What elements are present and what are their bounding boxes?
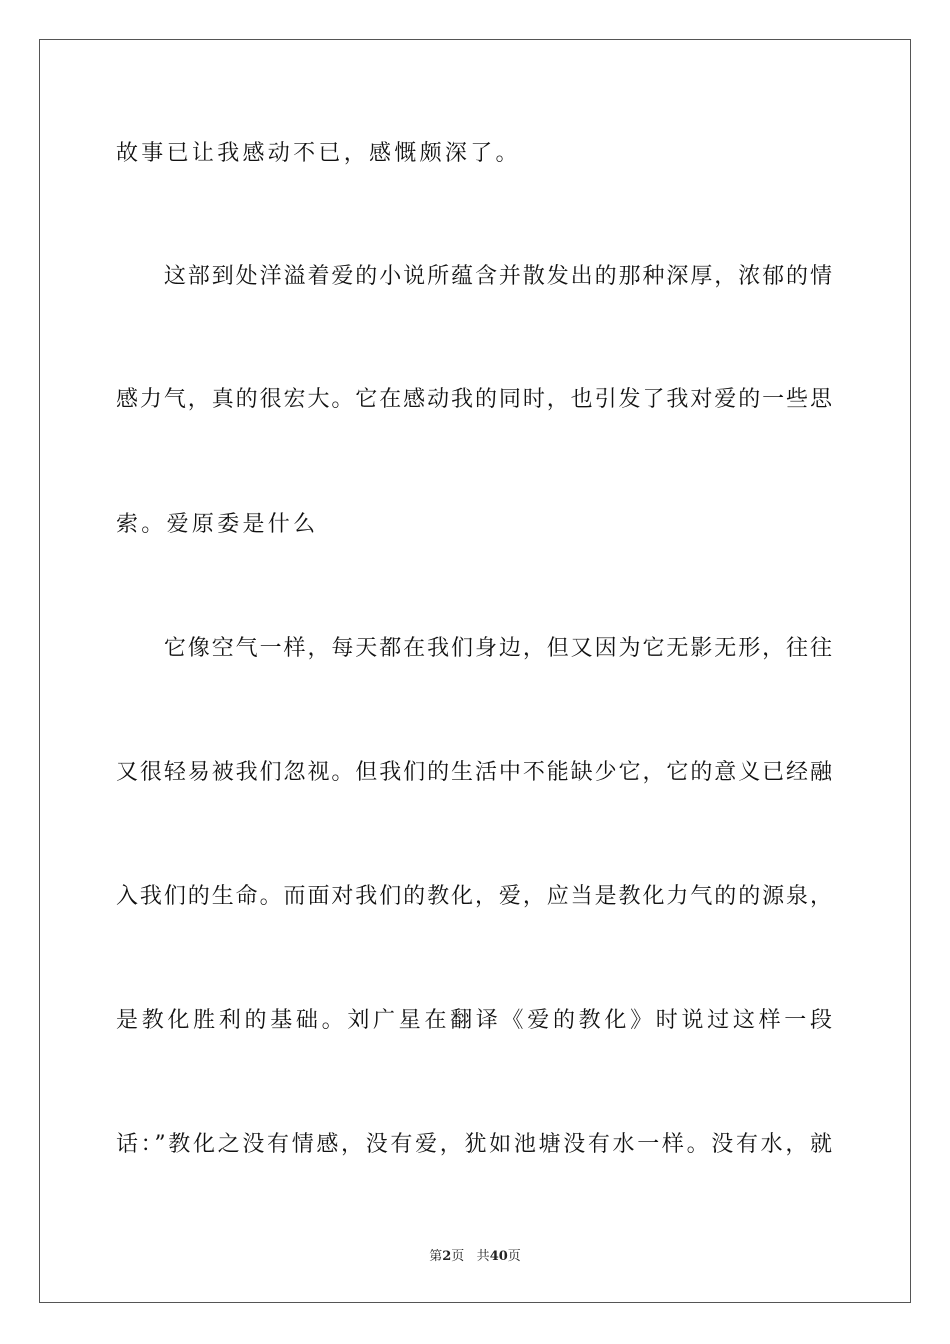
text-line: 索。爱原委是什么 xyxy=(116,512,319,537)
footer-total-prefix: 共 xyxy=(476,1249,490,1264)
footer-prefix: 第 xyxy=(429,1249,443,1264)
footer-page-suffix: 页 xyxy=(451,1249,465,1264)
page-number: 2 xyxy=(442,1249,452,1264)
text-line: 这部到处洋溢着爱的小说所蕴含并散发出的那种深厚，浓郁的情 xyxy=(116,264,832,289)
text-line: 是教化胜利的基础。刘广星在翻译《爱的教化》时说过这样一段 xyxy=(116,1008,832,1033)
text-line: 故事已让我感动不已，感慨颇深了。 xyxy=(116,141,521,166)
text-line: 感力气，真的很宏大。它在感动我的同时，也引发了我对爱的一些思 xyxy=(116,387,832,412)
page-border xyxy=(39,39,911,1303)
text-line: 又很轻易被我们忽视。但我们的生活中不能缺少它，它的意义已经融 xyxy=(116,760,832,785)
total-pages: 40 xyxy=(489,1249,508,1264)
text-line: 入我们的生命。而面对我们的教化，爱，应当是教化力气的的源泉， xyxy=(116,884,832,909)
text-line: 它像空气一样，每天都在我们身边，但又因为它无影无形，往往 xyxy=(116,636,832,661)
text-line: 话：”教化之没有情感，没有爱，犹如池塘没有水一样。没有水，就 xyxy=(116,1132,832,1157)
footer-total-suffix: 页 xyxy=(507,1249,521,1264)
page-footer xyxy=(0,1248,950,1266)
